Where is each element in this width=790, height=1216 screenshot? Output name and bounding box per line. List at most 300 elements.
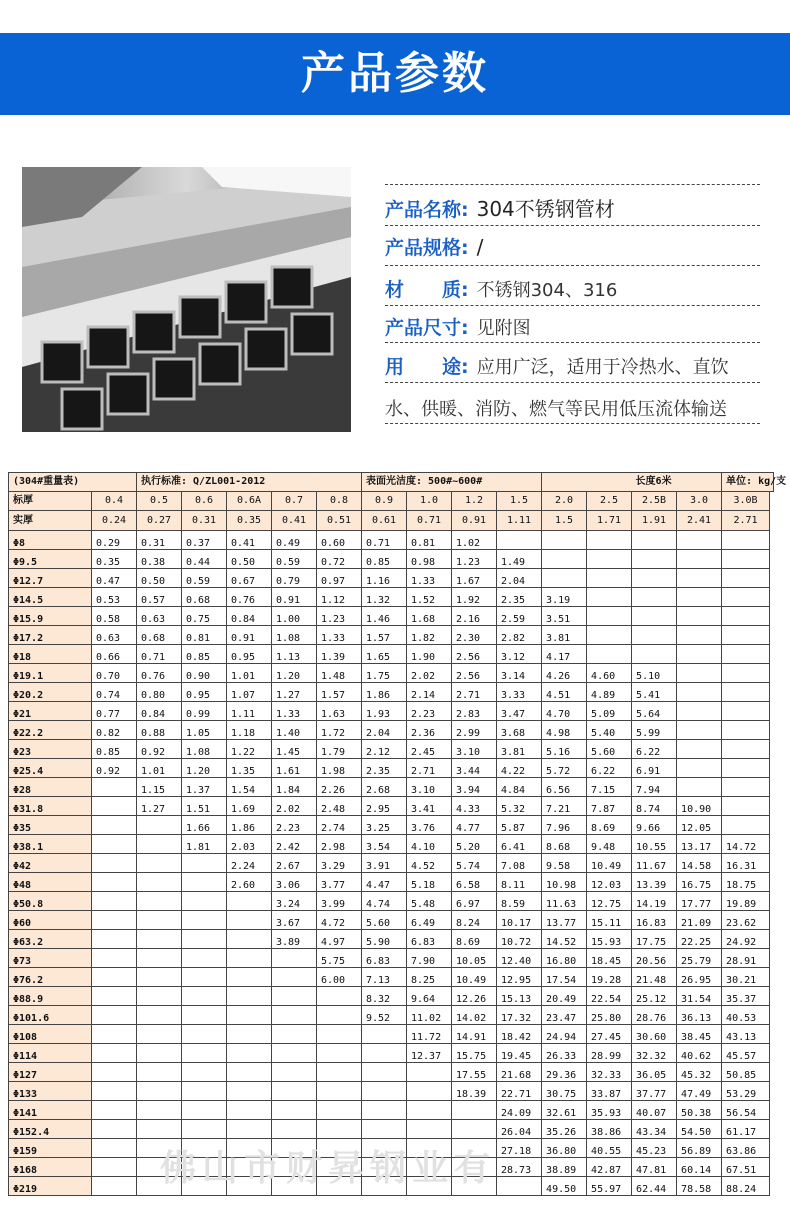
table-row	[9, 759, 774, 778]
table-cell	[272, 1082, 317, 1101]
table-cell: 1.18	[227, 721, 272, 740]
table-cell: 1.33	[317, 626, 362, 645]
table-cell: 3.47	[497, 702, 542, 721]
spec-material-value: 不锈钢304、316	[476, 280, 618, 301]
table-cell: 2.36	[407, 721, 452, 740]
table-cell: 0.82	[92, 721, 137, 740]
table-cell: 0.57	[137, 588, 182, 607]
table-cell	[227, 1120, 272, 1139]
table-cell	[677, 645, 722, 664]
diameter-label: Φ35	[9, 816, 92, 835]
table-cell: 36.05	[632, 1063, 677, 1082]
table-cell: 1.15	[137, 778, 182, 797]
table-cell: 3.10	[407, 778, 452, 797]
table-cell	[452, 1120, 497, 1139]
table-cell	[92, 778, 137, 797]
diameter-label: Φ108	[9, 1025, 92, 1044]
table-cell: 26.04	[497, 1120, 542, 1139]
table-cell: 2.04	[362, 721, 407, 740]
table-cell: 0.4	[92, 492, 137, 511]
table-cell	[227, 1006, 272, 1025]
table-cell: 20.49	[542, 987, 587, 1006]
table-cell: 1.08	[272, 626, 317, 645]
table-cell	[182, 1063, 227, 1082]
actual-thickness-label: 实厚	[9, 511, 92, 531]
table-standard: 执行标准: Q/ZL001-2012	[137, 473, 362, 492]
table-cell	[407, 1101, 452, 1120]
table-cell: 0.6	[182, 492, 227, 511]
table-cell: 2.83	[452, 702, 497, 721]
table-cell: 1.35	[227, 759, 272, 778]
table-cell: 25.12	[632, 987, 677, 1006]
table-cell	[92, 1101, 137, 1120]
table-cell: 1.86	[227, 816, 272, 835]
table-row	[9, 1082, 774, 1101]
table-cell: 14.91	[452, 1025, 497, 1044]
table-cell: 30.75	[542, 1082, 587, 1101]
spec-use-label: 用 途:	[385, 356, 469, 378]
page-title: 产品参数	[301, 48, 489, 99]
table-cell: 12.03	[587, 873, 632, 892]
table-cell: 38.89	[542, 1158, 587, 1177]
table-cell	[137, 930, 182, 949]
table-cell	[92, 854, 137, 873]
divider	[385, 305, 760, 306]
table-cell	[317, 1025, 362, 1044]
table-cell: 2.35	[362, 759, 407, 778]
table-cell	[407, 1063, 452, 1082]
table-cell: 2.30	[452, 626, 497, 645]
table-row	[9, 949, 774, 968]
table-cell	[227, 892, 272, 911]
spec-use-value: 应用广泛，适用于冷热水、直饮	[476, 357, 729, 378]
table-cell: 4.10	[407, 835, 452, 854]
table-cell	[722, 683, 770, 702]
table-cell: 0.68	[182, 588, 227, 607]
table-cell: 14.52	[542, 930, 587, 949]
table-cell	[92, 1158, 137, 1177]
table-cell: 2.59	[497, 607, 542, 626]
table-cell: 1.16	[362, 569, 407, 588]
table-cell: 6.83	[407, 930, 452, 949]
table-cell: 0.84	[227, 607, 272, 626]
diameter-label: Φ159	[9, 1139, 92, 1158]
spec-name	[385, 193, 760, 222]
table-cell: 6.49	[407, 911, 452, 930]
table-cell	[677, 607, 722, 626]
table-cell: 35.93	[587, 1101, 632, 1120]
table-cell: 4.60	[587, 664, 632, 683]
table-cell: 4.17	[542, 645, 587, 664]
table-cell: 28.73	[497, 1158, 542, 1177]
thickness-row	[9, 492, 774, 511]
table-row	[9, 911, 774, 930]
table-cell: 56.89	[677, 1139, 722, 1158]
table-cell: 17.55	[452, 1063, 497, 1082]
table-cell: 1.22	[227, 740, 272, 759]
table-cell: 3.81	[542, 626, 587, 645]
table-cell: 3.91	[362, 854, 407, 873]
table-cell: 5.74	[452, 854, 497, 873]
diameter-label: Φ17.2	[9, 626, 92, 645]
table-cell: 1.27	[137, 797, 182, 816]
diameter-label: Φ25.4	[9, 759, 92, 778]
spec-spec-label: 产品规格:	[385, 237, 469, 259]
table-cell: 0.6A	[227, 492, 272, 511]
table-row	[9, 740, 774, 759]
table-cell: 21.09	[677, 911, 722, 930]
table-cell: 1.46	[362, 607, 407, 626]
table-cell: 11.63	[542, 892, 587, 911]
table-cell	[227, 930, 272, 949]
spec-spec-value: /	[476, 235, 484, 259]
table-cell: 2.45	[407, 740, 452, 759]
table-cell: 0.70	[92, 664, 137, 683]
table-cell: 3.0	[677, 492, 722, 511]
table-cell: 16.31	[722, 854, 770, 873]
table-row	[9, 1044, 774, 1063]
table-cell: 16.80	[542, 949, 587, 968]
table-cell: 0.97	[317, 569, 362, 588]
table-cell: 1.84	[272, 778, 317, 797]
table-cell: 9.52	[362, 1006, 407, 1025]
table-cell: 5.72	[542, 759, 587, 778]
table-cell	[137, 1025, 182, 1044]
table-cell: 3.24	[272, 892, 317, 911]
table-row	[9, 550, 774, 569]
table-cell: 0.5	[137, 492, 182, 511]
table-cell	[677, 550, 722, 569]
table-cell: 5.60	[587, 740, 632, 759]
table-cell: 18.39	[452, 1082, 497, 1101]
table-cell: 3.12	[497, 645, 542, 664]
table-cell: 4.47	[362, 873, 407, 892]
table-cell: 3.89	[272, 930, 317, 949]
divider	[385, 423, 760, 424]
table-cell: 1.61	[272, 759, 317, 778]
table-cell: 42.87	[587, 1158, 632, 1177]
table-row	[9, 1101, 774, 1120]
table-cell	[227, 1082, 272, 1101]
table-cell	[722, 721, 770, 740]
table-cell	[137, 1063, 182, 1082]
table-cell	[587, 645, 632, 664]
table-cell: 1.93	[362, 702, 407, 721]
table-cell: 2.23	[272, 816, 317, 835]
table-header-spacer	[542, 473, 632, 492]
table-row	[9, 588, 774, 607]
table-cell: 0.31	[182, 511, 227, 531]
actual-thickness-row	[9, 511, 774, 531]
table-cell: 40.55	[587, 1139, 632, 1158]
table-cell: 20.56	[632, 949, 677, 968]
table-cell: 0.68	[137, 626, 182, 645]
divider	[385, 184, 760, 185]
table-cell: 1.45	[272, 740, 317, 759]
table-length: 长度6米	[632, 473, 722, 492]
table-cell: 8.74	[632, 797, 677, 816]
diameter-label: Φ50.8	[9, 892, 92, 911]
table-cell: 50.38	[677, 1101, 722, 1120]
table-cell: 1.57	[362, 626, 407, 645]
table-cell	[632, 531, 677, 550]
table-cell: 30.60	[632, 1025, 677, 1044]
table-cell: 2.99	[452, 721, 497, 740]
table-cell	[137, 835, 182, 854]
table-cell: 8.69	[452, 930, 497, 949]
table-cell: 8.69	[587, 816, 632, 835]
table-cell: 0.75	[182, 607, 227, 626]
table-cell	[362, 1082, 407, 1101]
table-cell: 0.72	[317, 550, 362, 569]
table-cell	[722, 702, 770, 721]
table-cell: 10.49	[587, 854, 632, 873]
table-cell	[182, 1006, 227, 1025]
table-cell: 0.85	[362, 550, 407, 569]
table-cell: 3.44	[452, 759, 497, 778]
table-row	[9, 531, 774, 550]
table-cell	[227, 1025, 272, 1044]
table-cell: 1.32	[362, 588, 407, 607]
table-cell: 2.68	[362, 778, 407, 797]
table-cell: 32.61	[542, 1101, 587, 1120]
table-cell: 40.53	[722, 1006, 770, 1025]
table-cell: 0.31	[137, 531, 182, 550]
table-cell: 2.16	[452, 607, 497, 626]
table-cell: 23.62	[722, 911, 770, 930]
table-cell: 0.29	[92, 531, 137, 550]
table-cell: 0.7	[272, 492, 317, 511]
table-cell: 0.91	[227, 626, 272, 645]
table-cell: 11.02	[407, 1006, 452, 1025]
table-cell	[137, 1044, 182, 1063]
table-cell: 0.91	[452, 511, 497, 531]
table-cell: 0.35	[92, 550, 137, 569]
table-cell: 2.41	[677, 511, 722, 531]
table-cell	[317, 1082, 362, 1101]
table-row	[9, 683, 774, 702]
table-cell	[722, 778, 770, 797]
table-cell	[677, 626, 722, 645]
table-cell	[182, 1044, 227, 1063]
table-cell	[317, 1006, 362, 1025]
table-cell: 1.63	[317, 702, 362, 721]
spec-use-continued	[385, 395, 760, 421]
table-cell: 17.32	[497, 1006, 542, 1025]
table-cell	[272, 1101, 317, 1120]
table-cell	[272, 1063, 317, 1082]
table-cell: 0.53	[92, 588, 137, 607]
table-cell: 2.56	[452, 664, 497, 683]
table-cell: 38.86	[587, 1120, 632, 1139]
table-cell: 3.10	[452, 740, 497, 759]
table-cell	[92, 1006, 137, 1025]
table-cell	[92, 1120, 137, 1139]
table-cell	[587, 569, 632, 588]
table-cell	[182, 968, 227, 987]
table-cell: 56.54	[722, 1101, 770, 1120]
table-cell: 40.62	[677, 1044, 722, 1063]
table-cell	[272, 949, 317, 968]
table-cell: 0.81	[407, 531, 452, 550]
table-cell	[362, 1101, 407, 1120]
table-cell	[722, 531, 770, 550]
table-cell	[362, 1120, 407, 1139]
table-cell: 0.95	[182, 683, 227, 702]
table-finish: 表面光洁度: 500#~600#	[362, 473, 542, 492]
table-cell: 31.54	[677, 987, 722, 1006]
table-cell: 40.07	[632, 1101, 677, 1120]
table-cell	[92, 1082, 137, 1101]
table-cell: 2.48	[317, 797, 362, 816]
table-cell: 28.91	[722, 949, 770, 968]
table-cell	[677, 778, 722, 797]
table-cell: 0.50	[227, 550, 272, 569]
table-cell	[362, 1025, 407, 1044]
table-cell: 0.58	[92, 607, 137, 626]
table-cell	[227, 949, 272, 968]
table-title: (304#重量表)	[9, 473, 137, 492]
table-cell: 55.97	[587, 1177, 632, 1196]
table-cell: 2.71	[452, 683, 497, 702]
table-cell: 4.97	[317, 930, 362, 949]
table-cell: 0.90	[182, 664, 227, 683]
table-cell	[587, 607, 632, 626]
table-cell: 1.40	[272, 721, 317, 740]
table-cell: 1.69	[227, 797, 272, 816]
table-cell	[137, 892, 182, 911]
table-cell: 1.23	[317, 607, 362, 626]
diameter-label: Φ23	[9, 740, 92, 759]
table-cell	[317, 1063, 362, 1082]
table-cell: 0.66	[92, 645, 137, 664]
divider	[385, 342, 760, 343]
table-cell: 61.17	[722, 1120, 770, 1139]
table-cell	[722, 759, 770, 778]
table-cell: 22.71	[497, 1082, 542, 1101]
table-cell	[182, 1082, 227, 1101]
table-cell: 0.41	[272, 511, 317, 531]
divider	[385, 225, 760, 226]
table-cell: 3.67	[272, 911, 317, 930]
table-cell	[272, 1025, 317, 1044]
table-cell: 7.87	[587, 797, 632, 816]
table-cell	[182, 930, 227, 949]
table-cell: 0.77	[92, 702, 137, 721]
table-cell	[272, 1006, 317, 1025]
table-cell: 1.20	[272, 664, 317, 683]
table-cell: 1.90	[407, 645, 452, 664]
spec-spec	[385, 233, 760, 260]
table-cell: 0.59	[272, 550, 317, 569]
table-row	[9, 987, 774, 1006]
table-cell: 17.77	[677, 892, 722, 911]
table-row	[9, 873, 774, 892]
table-cell: 1.82	[407, 626, 452, 645]
table-cell: 3.25	[362, 816, 407, 835]
table-cell: 12.75	[587, 892, 632, 911]
table-cell: 2.0	[542, 492, 587, 511]
table-cell	[722, 645, 770, 664]
table-cell	[362, 1044, 407, 1063]
diameter-label: Φ168	[9, 1158, 92, 1177]
table-cell: 0.71	[407, 511, 452, 531]
table-cell	[92, 1025, 137, 1044]
table-cell: 3.29	[317, 854, 362, 873]
table-cell	[497, 531, 542, 550]
table-cell: 0.71	[362, 531, 407, 550]
table-cell: 16.75	[677, 873, 722, 892]
spec-size	[385, 313, 760, 340]
table-cell	[137, 987, 182, 1006]
table-cell: 7.94	[632, 778, 677, 797]
table-row	[9, 664, 774, 683]
table-row	[9, 1025, 774, 1044]
table-cell: 0.92	[92, 759, 137, 778]
table-cell: 6.58	[452, 873, 497, 892]
table-cell: 9.48	[587, 835, 632, 854]
divider	[385, 382, 760, 383]
table-cell: 18.45	[587, 949, 632, 968]
table-cell	[542, 550, 587, 569]
spec-use	[385, 352, 760, 379]
table-cell: 0.80	[137, 683, 182, 702]
table-cell: 16.83	[632, 911, 677, 930]
table-cell: 1.91	[632, 511, 677, 531]
diameter-label: Φ18	[9, 645, 92, 664]
table-cell: 0.79	[272, 569, 317, 588]
table-cell: 4.22	[497, 759, 542, 778]
table-cell: 0.85	[92, 740, 137, 759]
diameter-label: Φ133	[9, 1082, 92, 1101]
table-cell	[137, 873, 182, 892]
table-cell: 9.58	[542, 854, 587, 873]
table-cell	[632, 607, 677, 626]
table-row	[9, 721, 774, 740]
table-cell	[722, 740, 770, 759]
diameter-label: Φ141	[9, 1101, 92, 1120]
table-cell	[677, 740, 722, 759]
table-cell: 1.12	[317, 588, 362, 607]
table-cell	[272, 987, 317, 1006]
table-cell: 63.86	[722, 1139, 770, 1158]
table-cell: 2.04	[497, 569, 542, 588]
diameter-label: Φ22.2	[9, 721, 92, 740]
table-cell: 8.32	[362, 987, 407, 1006]
table-cell: 0.63	[92, 626, 137, 645]
table-row	[9, 626, 774, 645]
spec-material-label: 材 质:	[385, 279, 469, 301]
table-cell: 1.65	[362, 645, 407, 664]
table-cell: 4.77	[452, 816, 497, 835]
table-cell: 4.89	[587, 683, 632, 702]
table-cell: 1.54	[227, 778, 272, 797]
table-cell: 4.26	[542, 664, 587, 683]
table-cell: 8.24	[452, 911, 497, 930]
table-cell: 21.68	[497, 1063, 542, 1082]
table-cell: 1.72	[317, 721, 362, 740]
table-cell: 0.44	[182, 550, 227, 569]
diameter-label: Φ88.9	[9, 987, 92, 1006]
table-cell: 5.99	[632, 721, 677, 740]
table-cell: 13.39	[632, 873, 677, 892]
table-cell: 1.13	[272, 645, 317, 664]
table-cell	[317, 1101, 362, 1120]
table-cell: 0.76	[227, 588, 272, 607]
table-cell: 1.67	[452, 569, 497, 588]
table-cell: 3.33	[497, 683, 542, 702]
table-cell: 17.75	[632, 930, 677, 949]
